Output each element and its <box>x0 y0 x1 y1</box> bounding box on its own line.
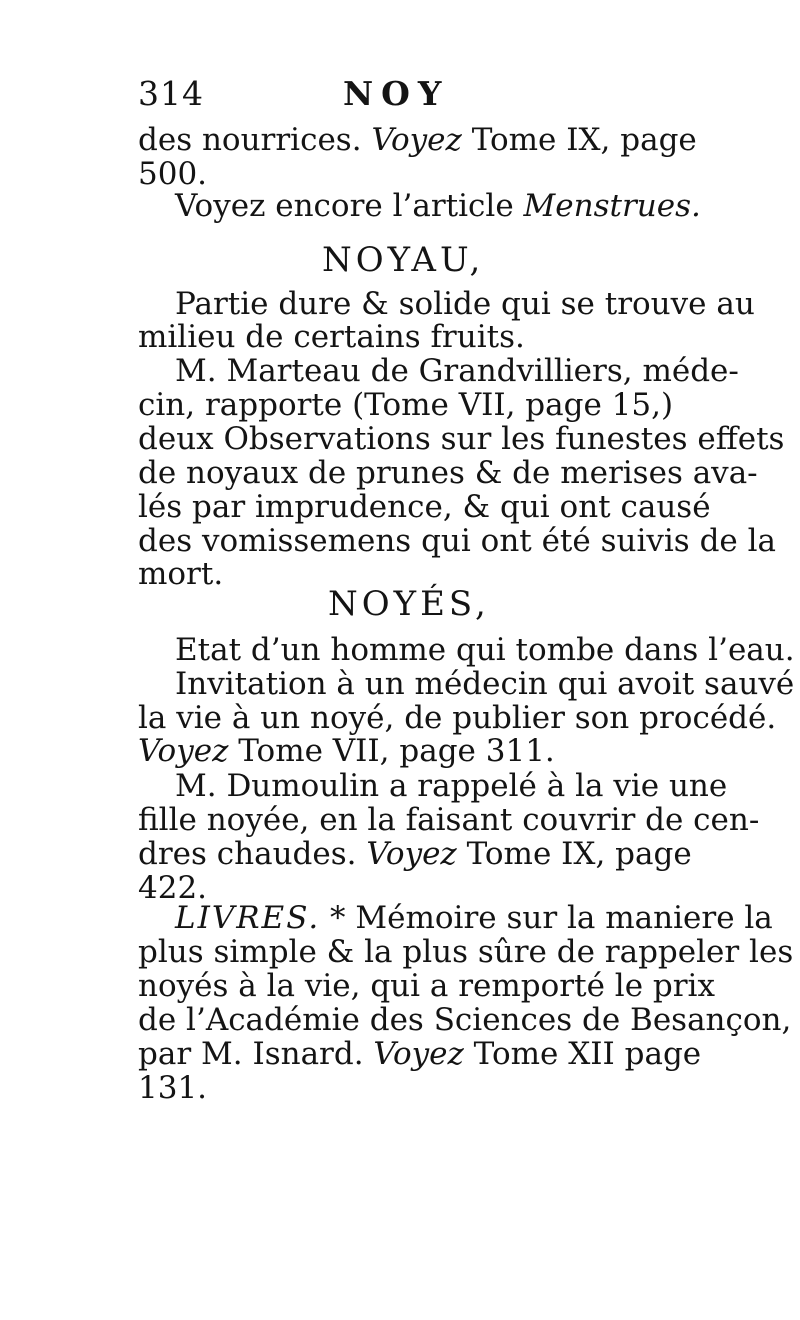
text-line <box>175 900 773 936</box>
text-segment: * Mémoire sur la maniere la <box>320 900 773 936</box>
text-segment: noyés à la vie, qui a remporté le prix <box>138 968 715 1004</box>
text-line <box>175 632 795 668</box>
text-segment: Tome IX, page <box>461 122 697 158</box>
heading-text: NOYAU, <box>322 240 485 280</box>
text-segment: 422. <box>138 870 208 906</box>
text-segment: Menstrues. <box>523 188 701 224</box>
text-segment: M. Dumoulin a rappelé à la vie une <box>175 768 728 804</box>
text-segment: Voyez <box>371 122 462 158</box>
text-line <box>138 700 777 736</box>
text-line <box>138 387 674 423</box>
text-line <box>175 188 701 224</box>
text-line <box>138 523 777 559</box>
text-line <box>138 1036 702 1072</box>
text-line <box>138 733 555 769</box>
running-head: NOY <box>343 74 450 113</box>
page-header <box>138 74 658 114</box>
text-segment: mort. <box>138 556 224 592</box>
text-line <box>175 286 755 322</box>
text-segment: dres chaudes. <box>138 836 367 872</box>
text-line <box>175 768 728 804</box>
text-segment: Tome XII page <box>463 1036 702 1072</box>
text-segment: Voyez <box>366 836 457 872</box>
text-segment: Voyez <box>373 1036 464 1072</box>
text-line <box>138 1070 207 1106</box>
text-segment: Partie dure & solide qui se trouve au <box>175 286 755 322</box>
text-segment: fille noyée, en la faisant couvrir de cen- <box>138 802 760 838</box>
text-segment: LIVRES. <box>175 900 321 936</box>
text-segment: Voyez encore l’article <box>175 188 524 224</box>
text-line <box>138 556 223 592</box>
text-line <box>138 122 697 158</box>
text-segment: 500. <box>138 156 208 192</box>
text-segment: la vie à un noyé, de publier son procédé. <box>138 700 777 736</box>
text-segment: des nourrices. <box>138 122 372 158</box>
text-segment: plus simple & la plus sûre de rappeler les <box>138 934 794 970</box>
text-line <box>138 1002 792 1038</box>
text-segment: 131. <box>138 1070 208 1106</box>
text-segment: milieu de certains fruits. <box>138 319 525 355</box>
entry-heading-noyau <box>322 240 484 280</box>
text-line <box>138 489 711 525</box>
text-segment: Tome IX, page <box>456 836 692 872</box>
entry-heading-noyes <box>328 584 490 624</box>
text-segment: par M. Isnard. <box>138 1036 374 1072</box>
page-number: 314 <box>138 74 204 113</box>
text-line <box>175 353 739 389</box>
text-segment: Tome VII, page 311. <box>228 733 555 769</box>
text-segment: de noyaux de prunes & de merises ava- <box>138 455 758 491</box>
text-segment: lés par imprudence, & qui ont causé <box>138 489 711 525</box>
text-segment: deux Observations sur les funestes effets <box>138 421 785 457</box>
text-segment: Voyez <box>138 733 229 769</box>
text-segment: de l’Académie des Sciences de Besançon, <box>138 1002 792 1038</box>
text-line <box>175 666 795 702</box>
text-segment: Invitation à un médecin qui avoit sauvé <box>175 666 795 702</box>
text-segment: cin, rapporte (Tome VII, page 15,) <box>138 387 674 423</box>
text-segment: des vomissemens qui ont été suivis de la <box>138 523 777 559</box>
text-segment: Etat d’un homme qui tombe dans l’eau. <box>175 632 795 668</box>
text-line <box>138 968 715 1004</box>
text-line <box>138 934 794 970</box>
text-line <box>138 156 207 192</box>
text-line <box>138 421 785 457</box>
text-line <box>138 836 692 872</box>
heading-text: NOYÉS, <box>328 584 490 624</box>
text-line <box>138 455 758 491</box>
text-segment: M. Marteau de Grandvilliers, méde- <box>175 353 739 389</box>
text-line <box>138 319 525 355</box>
text-line <box>138 802 760 838</box>
